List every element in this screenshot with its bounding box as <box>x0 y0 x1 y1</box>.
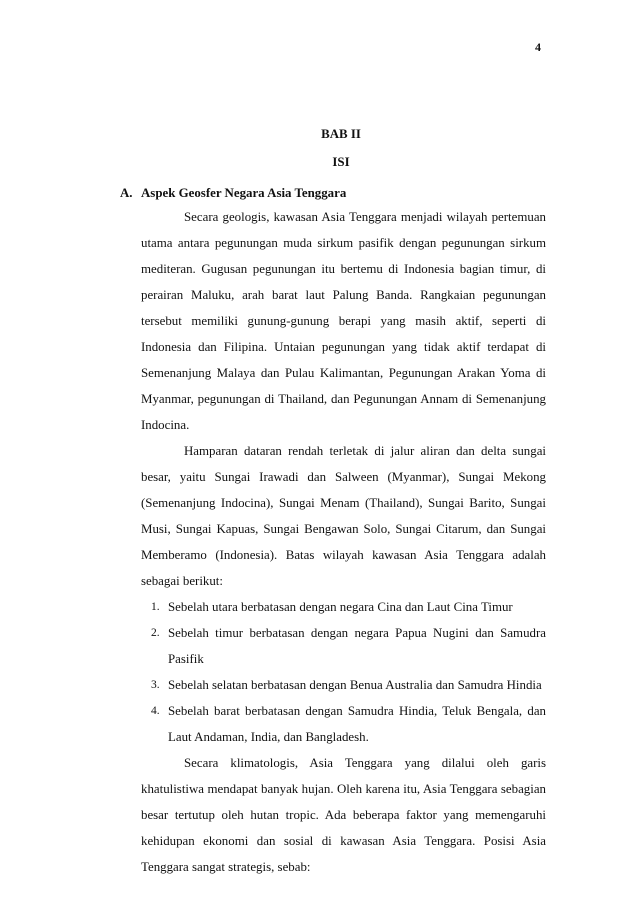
list-item-text: Sebelah selatan berbatasan dengan Benua Australia dan Samudra Hindia <box>168 678 542 692</box>
list-item <box>141 672 546 698</box>
paragraph-geology: Secara geologis, kawasan Asia Tenggara menjadi wilayah pertemuan utama antara pegunungan muda sirkum pasifik dengan pegunungan sirkum mediteran. Gugusan pegunungan itu bertemu di Indonesia bagian timur, di perairan Maluku, arah barat laut Palung Banda. Rangkaian pegunungan tersebut memiliki gunung-gunung berapi yang masih aktif, seperti di Indonesia dan Filipina. Untaian pegunungan yang tidak aktif terdapat di Semenanjung Malaya dan Pulau Kalimantan, Pegunungan Arakan Yoma di Myanmar, pegunungan di Thailand, dan Pegunungan Annam di Semenanjung Indocina. <box>141 210 546 432</box>
chapter-heading <box>0 120 638 176</box>
list-item-number: 1. <box>151 601 160 613</box>
chapter-number: BAB II <box>321 127 361 141</box>
page-number: 4 <box>535 40 541 54</box>
list-item-text: Sebelah timur berbatasan dengan negara Papua Nugini dan Samudra Pasifik <box>168 626 546 666</box>
chapter-title: ISI <box>332 155 350 169</box>
paragraph-climate: Secara klimatologis, Asia Tenggara yang dilalui oleh garis khatulistiwa mendapat banyak hujan. Oleh karena itu, Asia Tenggara sebagian besar tertutup oleh hutan tropic. Ada beberapa faktor yang memengaruhi kehidupan ekonomi dan sosial di kawasan Asia Tenggara. Posisi Asia Tenggara sangat strategis, sebab: <box>141 756 546 874</box>
list-item-number: 2. <box>151 627 160 639</box>
list-item-text: Sebelah barat berbatasan dengan Samudra Hindia, Teluk Bengala, dan Laut Andaman, India, dan Bangladesh. <box>168 704 546 744</box>
list-item-number: 4. <box>151 705 160 717</box>
section-heading <box>120 186 346 201</box>
section-title: Aspek Geosfer Negara Asia Tenggara <box>141 186 347 200</box>
paragraph-lowlands: Hamparan dataran rendah terletak di jalur aliran dan delta sungai besar, yaitu Sungai Irawadi dan Salween (Myanmar), Sungai Mekong (Semenanjung Indocina), Sungai Menam (Thailand), Sungai Barito, Sungai Musi, Sungai Kapuas, Sungai Bengawan Solo, Sungai Citarum, dan Sungai Memberamo (Indonesia). Batas wilayah kawasan Asia Tenggara adalah sebagai berikut: <box>141 444 546 588</box>
section-body <box>141 204 546 880</box>
section-letter: A. <box>120 186 133 200</box>
list-item <box>141 698 546 750</box>
list-item-text: Sebelah utara berbatasan dengan negara Cina dan Laut Cina Timur <box>168 600 513 614</box>
list-item-number: 3. <box>151 679 160 691</box>
list-item <box>141 620 546 672</box>
boundary-list <box>141 594 546 750</box>
list-item <box>141 594 546 620</box>
